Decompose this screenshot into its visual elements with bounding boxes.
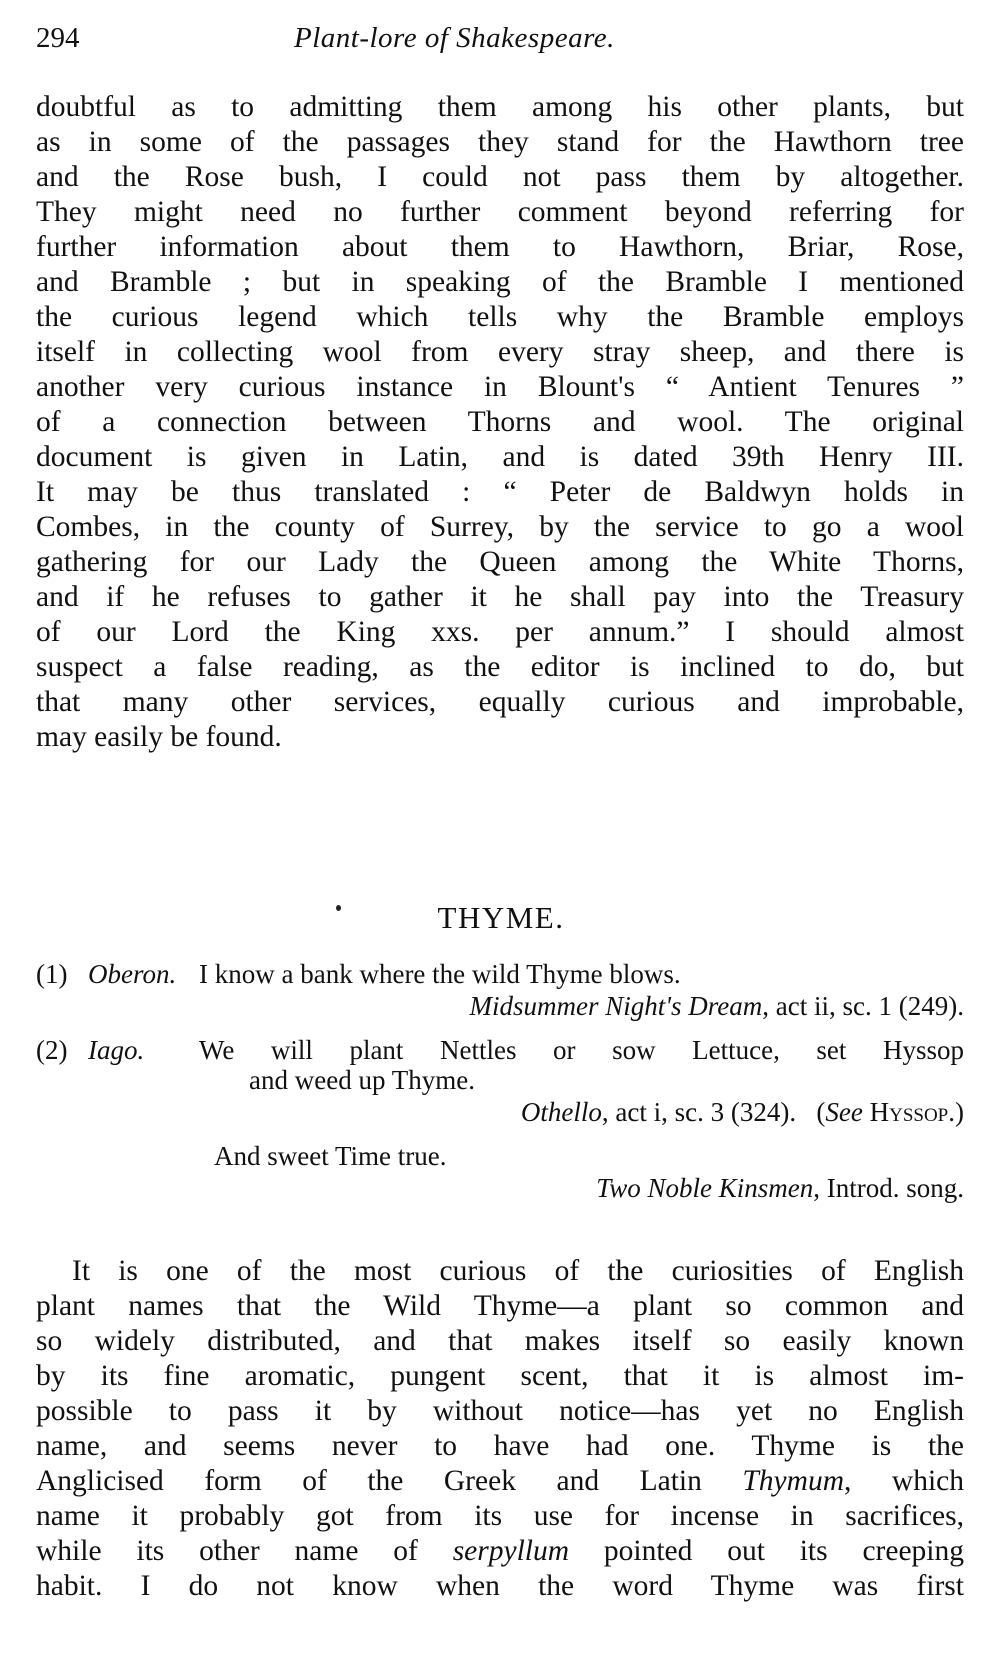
text-line: further information about them to Hawthorn, Briar, Rose, [36, 231, 964, 263]
cross-reference-target: Hyssop. [869, 1097, 955, 1127]
quotation-speaker: Oberon. [88, 959, 177, 989]
text-line: another very curious instance in Blount's “ Antient Tenures ” [36, 371, 964, 403]
text-line: suspect a false reading, as the editor is inclined to do, but [36, 651, 964, 683]
text-line: of a connection between Thorns and wool. The original [36, 406, 964, 438]
quotation-text: We will plant Nettles or sow Lettuce, set Hyssop [199, 1035, 964, 1065]
text-line: itself in collecting wool from every stray sheep, and there is [36, 336, 964, 368]
quotation-3 [36, 1140, 964, 1210]
text-line: name, and seems never to have had one. Thyme is the [36, 1430, 964, 1462]
quotation-2 [36, 1034, 964, 1134]
text-line: and if he refuses to gather it he shall pay into the Treasury [36, 581, 964, 613]
text-line: It may be thus translated : “ Peter de Baldwyn holds in [36, 476, 964, 508]
text-line: name it probably got from its use for incense in sacrifices, [36, 1500, 964, 1532]
play-title: Othello [520, 1097, 602, 1127]
text-line: plant names that the Wild Thyme—a plant so common and [36, 1290, 964, 1322]
text-line: Anglicised form of the Greek and Latin Thymum, which [36, 1465, 964, 1497]
play-title: Two Noble Kinsmen [596, 1173, 814, 1203]
text-line: and Bramble ; but in speaking of the Bramble I mentioned [36, 266, 964, 298]
text-line: of our Lord the King xxs. per annum.” I should almost [36, 616, 964, 648]
section-heading: THYME. [437, 900, 565, 935]
text-line: the curious legend which tells why the Bramble employs [36, 301, 964, 333]
quotation-text: And sweet Time true. [214, 1141, 447, 1171]
cross-reference: (See Hyssop.) [816, 1097, 964, 1127]
quotation-text: and weed up Thyme. [249, 1065, 475, 1095]
latin-term: Thymum [742, 1465, 844, 1497]
quotation-text: I know a bank where the wild Thyme blows. [199, 959, 681, 989]
quotation-source [521, 1096, 964, 1128]
quotation-speaker: Iago. [88, 1035, 145, 1065]
quotation-source [596, 1172, 964, 1204]
play-reference: , act ii, sc. 1 (249). [762, 991, 964, 1021]
text-line: while its other name of serpyllum pointed out its creeping [36, 1535, 964, 1567]
text-line: as in some of the passages they stand for the Hawthorn tree [36, 126, 964, 158]
text-line: that many other services, equally curious and improbable, [36, 686, 964, 718]
text-line: doubtful as to admitting them among his other plants, but [36, 91, 964, 123]
text-line: may easily be found. [36, 721, 282, 753]
text-line: so widely distributed, and that makes itself so easily known [36, 1325, 964, 1357]
text-line: habit. I do not know when the word Thyme was first [36, 1570, 964, 1602]
text-line: and the Rose bush, I could not pass them by altogether. [36, 161, 964, 193]
text-line: by its fine aromatic, pungent scent, that it is almost im- [36, 1360, 964, 1392]
text-line: Combes, in the county of Surrey, by the service to go a wool [36, 511, 964, 543]
page-number: 294 [36, 22, 80, 54]
play-reference: , Introd. song. [813, 1173, 964, 1203]
text-line: It is one of the most curious of the curiosities of English [72, 1255, 964, 1287]
running-head [36, 22, 966, 62]
quotation-source [470, 990, 964, 1022]
text-line: gathering for our Lady the Queen among the White Thorns, [36, 546, 964, 578]
play-title: Midsummer Night's Dream [469, 991, 763, 1021]
text-line: possible to pass it by without notice—has yet no English [36, 1395, 964, 1427]
quotation-1 [36, 958, 964, 1028]
text-line: They might need no further comment beyond referring for [36, 196, 964, 228]
play-reference: , act i, sc. 3 (324). [601, 1097, 797, 1127]
quotation-number: (2) [36, 1035, 68, 1065]
quotation-number: (1) [36, 959, 68, 989]
text-line: document is given in Latin, and is dated 39th Henry III. [36, 441, 964, 473]
running-title: Plant-lore of Shakespeare. [294, 22, 615, 54]
latin-term: serpyllum [452, 1535, 570, 1567]
paragraph-thyme-name [36, 1254, 964, 1604]
paragraph-hawthorn-wool [36, 90, 964, 755]
